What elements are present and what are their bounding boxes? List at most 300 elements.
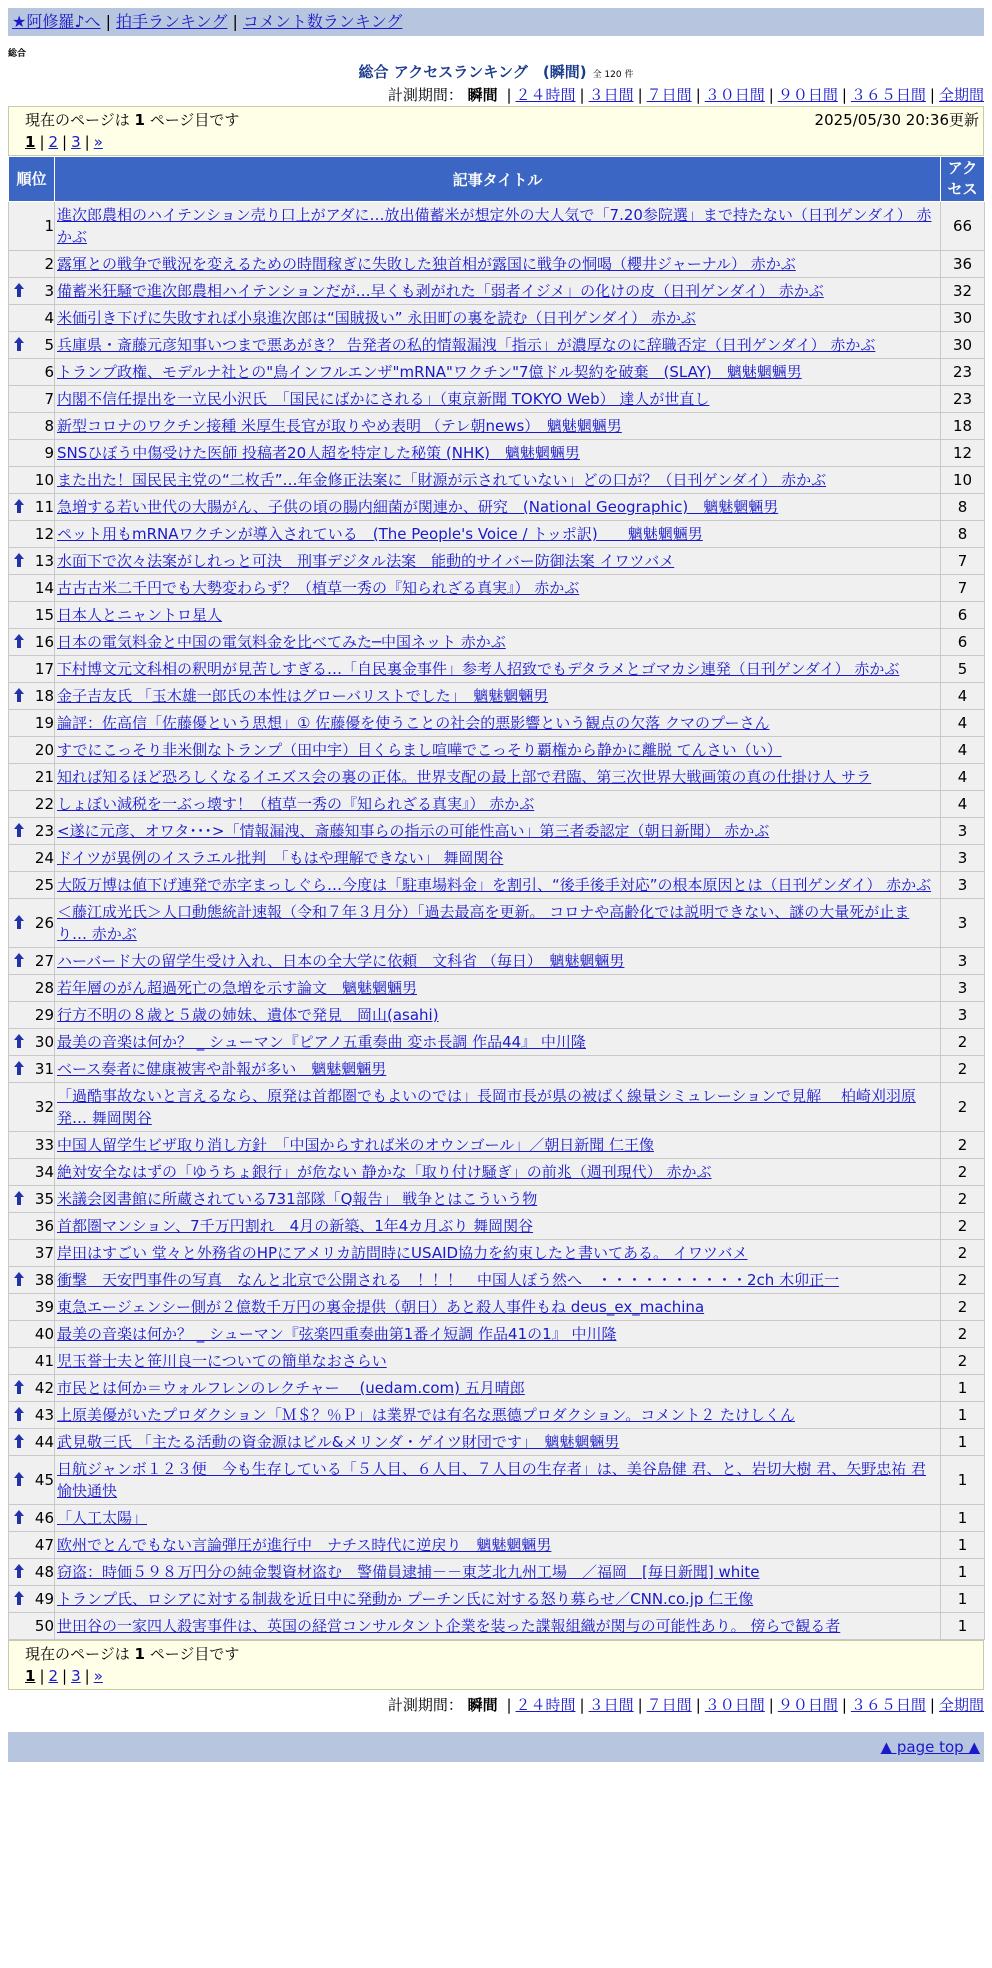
- rank-cell: [9, 791, 55, 818]
- title-cell: [55, 764, 941, 791]
- article-title-link[interactable]: 進次郎農相のハイテンション売り口上がアダに…放出備蓄米が想定外の大人気で「7.20参院選」まで持たない（日刊ゲンダイ） 赤かぶ: [57, 206, 932, 246]
- access-count: 3: [941, 1002, 985, 1029]
- period-separator: |: [637, 1696, 643, 1714]
- rank-number: 38: [34, 1271, 54, 1289]
- article-title-link[interactable]: 日航ジャンボ１２３便 今も生存している「５人目、６人目、７人目の生存者」は、美谷島健 君、と、岩切大樹 君、矢野忠祐 君 愉快通快: [57, 1460, 927, 1500]
- rank-cell: [9, 359, 55, 386]
- applause-ranking-link[interactable]: 拍手ランキング: [115, 12, 228, 31]
- table-row: [9, 710, 985, 737]
- table-row: [9, 1294, 985, 1321]
- article-title-link[interactable]: 衝撃 天安門事件の写真 なんと北京で公開される ！！！ 中国人ぼう然へ ・・・・・・・・・・2ch 木卯正一: [57, 1271, 840, 1289]
- article-title-link[interactable]: 米価引き下げに失敗すれば小泉進次郎は“国賊扱い” 永田町の裏を読む（日刊ゲンダイ） 赤かぶ: [57, 309, 696, 327]
- header-title: 記事タイトル: [55, 157, 941, 202]
- article-title-link[interactable]: 下村博文元文科相の釈明が見苦しすぎる…「自民裏金事件」参考人招致でもデタラメとゴマカシ連発（日刊ゲンダイ） 赤かぶ: [57, 660, 900, 678]
- period-link-1[interactable]: ２４時間: [515, 86, 576, 104]
- rank-cell: [9, 1029, 55, 1056]
- article-title-link[interactable]: ＜藤江成光氏＞人口動態統計速報（令和７年３月分）「過去最高を更新。 コロナや高齢化では説明できない、謎の大量死が止まり… 赤かぶ: [57, 903, 910, 943]
- rank-cell: [9, 386, 55, 413]
- table-row: [9, 1613, 985, 1640]
- rank-cell: [9, 1159, 55, 1186]
- article-title-link[interactable]: 窃盗：時価５９８万円分の純金製資材盗む 警備員逮捕－－東芝北九州工場 ／福岡 [毎日新聞] white: [57, 1563, 760, 1581]
- article-title-link[interactable]: 上原美優がいたプロダクション「Ｍ＄？％Ｐ」は業界では有名な悪德プロダクション。コメント２ たけしくん: [57, 1406, 795, 1424]
- page-status-number: 1: [134, 111, 145, 129]
- article-title-link[interactable]: 東急エージェンシー側が２億数千万円の裏金提供（朝日）あと殺人事件もね deus_ex_machina: [57, 1298, 705, 1316]
- rank-number: 37: [34, 1244, 54, 1262]
- rank-up-arrow-icon: [13, 952, 25, 968]
- table-row: [9, 602, 985, 629]
- rank-cell: [9, 521, 55, 548]
- access-count: 2: [941, 1267, 985, 1294]
- access-count: 7: [941, 575, 985, 602]
- access-count: 7: [941, 548, 985, 575]
- rank-up-arrow-icon: [13, 1271, 25, 1287]
- rank-cell: [9, 1056, 55, 1083]
- header-access: アクセス: [941, 157, 985, 202]
- title-cell: [55, 1029, 941, 1056]
- article-title-link[interactable]: 知れば知るほど恐ろしくなるイエズス会の裏の正体。世界支配の最上部で君臨、第三次世界大戦画策の真の仕掛け人 サラ: [57, 768, 872, 786]
- table-row: [9, 656, 985, 683]
- title-cell: [55, 1056, 941, 1083]
- page-title: [8, 62, 984, 82]
- title-cell: [55, 683, 941, 710]
- table-row: [9, 683, 985, 710]
- rank-number: 48: [34, 1563, 54, 1581]
- pager-next-link[interactable]: »: [93, 133, 103, 151]
- access-count: 2: [941, 1294, 985, 1321]
- access-count: 4: [941, 683, 985, 710]
- rank-number: 8: [44, 417, 54, 435]
- access-count: 3: [941, 845, 985, 872]
- rank-number: 22: [34, 795, 54, 813]
- rank-number: 24: [34, 849, 54, 867]
- table-row: [9, 305, 985, 332]
- article-title-link[interactable]: 大阪万博は値下げ連発で赤字まっしぐら…今度は「駐車場料金」を割引、“後手後手対応”の根本原因とは（日刊ゲンダイ） 赤かぶ: [57, 876, 932, 894]
- article-title-link[interactable]: また出た！国民民主党の“二枚舌”…年金修正法案に「財源が示されていない」どの口が？（日刊ゲンダイ） 赤かぶ: [57, 471, 827, 489]
- home-link[interactable]: ★阿修羅♪へ: [12, 12, 101, 31]
- rank-number: 28: [34, 979, 54, 997]
- rank-cell: [9, 737, 55, 764]
- period-label: 計測期間：: [387, 1696, 463, 1714]
- rank-number: 43: [34, 1406, 54, 1424]
- table-row: [9, 1321, 985, 1348]
- rank-cell: [9, 1429, 55, 1456]
- rank-number: 3: [44, 282, 54, 300]
- article-title-link[interactable]: 水面下で次々法案がしれっと可決 刑事デジタル法案 能動的サイバー防御法案 イワツバメ: [57, 552, 675, 570]
- rank-number: 9: [44, 444, 54, 462]
- table-row: [9, 629, 985, 656]
- period-separator: |: [768, 86, 774, 104]
- period-separator: |: [695, 86, 701, 104]
- rank-number: 27: [34, 952, 54, 970]
- period-link-2[interactable]: ３日間: [588, 86, 634, 104]
- period-link-3[interactable]: ７日間: [646, 1696, 692, 1714]
- article-title-link[interactable]: 武見敬三氏 「主たる活動の資金源はビル&メリンダ・ゲイツ財団です」 魑魅魍魎男: [57, 1433, 620, 1451]
- rank-number: 46: [34, 1509, 54, 1527]
- title-cell: [55, 975, 941, 1002]
- period-link-7[interactable]: 全期間: [938, 86, 984, 104]
- ranking-table: [8, 156, 985, 1640]
- table-row: [9, 1002, 985, 1029]
- article-title-link[interactable]: 「過酷事故ないと言えるなら、原発は首都圏でもよいのでは」長岡市長が県の被ばく線量シミュレーションで見解 柏崎刈羽原発… 舞岡関谷: [57, 1087, 916, 1127]
- period-selector-bottom: [8, 1694, 984, 1716]
- period-separator: |: [929, 86, 935, 104]
- article-title-link[interactable]: 内閣不信任提出を一立民小沢氏 「国民にばかにされる」（東京新聞 TOKYO Web） 達人が世直し: [57, 390, 710, 408]
- header-rank: 順位: [9, 157, 55, 202]
- title-cell: [55, 710, 941, 737]
- period-separator: |: [841, 1696, 847, 1714]
- title-cell: [55, 629, 941, 656]
- rank-up-arrow-icon: [13, 1563, 25, 1579]
- access-count: 2: [941, 1213, 985, 1240]
- rank-up-arrow-icon: [13, 633, 25, 649]
- title-cell: [55, 1375, 941, 1402]
- rank-number: 17: [34, 660, 54, 678]
- period-link-5[interactable]: ９０日間: [777, 86, 838, 104]
- table-row: [9, 1348, 985, 1375]
- rank-number: 42: [34, 1379, 54, 1397]
- article-title-link[interactable]: トランプ政権、モデルナ社との"鳥インフルエンザ"mRNA"ワクチン"7億ドル契約を破棄 (SLAY) 魑魅魍魎男: [57, 363, 802, 381]
- article-title-link[interactable]: ドイツが異例のイスラエル批判 「もはや理解できない」 舞岡関谷: [57, 849, 504, 867]
- rank-number: 21: [34, 768, 54, 786]
- period-links: [502, 86, 984, 104]
- rank-cell: [9, 764, 55, 791]
- table-row: [9, 1267, 985, 1294]
- period-separator: |: [579, 1696, 585, 1714]
- article-title-link[interactable]: 首都圏マンション、7千万円割れ 4月の新築、1年4カ月ぶり 舞岡関谷: [57, 1217, 534, 1235]
- period-separator: |: [506, 1696, 512, 1714]
- rank-up-arrow-icon: [13, 1471, 25, 1487]
- title-cell: [55, 1321, 941, 1348]
- article-title-link[interactable]: 絶対安全なはずの「ゆうちょ銀行」が危ない 静かな「取り付け騒ぎ」の前兆（週刊現代） 赤かぶ: [57, 1163, 712, 1181]
- table-row: [9, 413, 985, 440]
- pager-page-link[interactable]: 2: [48, 1667, 59, 1685]
- access-count: 2: [941, 1083, 985, 1132]
- pager-page-link[interactable]: 3: [71, 133, 81, 151]
- rank-number: 19: [34, 714, 54, 732]
- rank-number: 2: [44, 255, 54, 273]
- access-count: 3: [941, 872, 985, 899]
- period-selector-top: [8, 84, 984, 106]
- access-count: 3: [941, 818, 985, 845]
- rank-cell: [9, 467, 55, 494]
- ranking-table-body: [9, 202, 985, 1640]
- rank-cell: [9, 494, 55, 521]
- rank-number: 11: [34, 498, 54, 516]
- rank-cell: [9, 440, 55, 467]
- rank-number: 44: [34, 1433, 54, 1451]
- title-cell: [55, 1429, 941, 1456]
- rank-number: 10: [34, 471, 54, 489]
- rank-cell: [9, 1083, 55, 1132]
- article-title-link[interactable]: 米議会図書館に所蔵されている731部隊「Q報告」 戦争とはこういう物: [57, 1190, 538, 1208]
- title-cell: [55, 1132, 941, 1159]
- rank-cell: [9, 656, 55, 683]
- title-cell: [55, 332, 941, 359]
- rank-up-arrow-icon: [13, 1379, 25, 1395]
- rank-up-arrow-icon: [13, 1060, 25, 1076]
- access-count: 2: [941, 1029, 985, 1056]
- table-row: [9, 1186, 985, 1213]
- table-row: [9, 548, 985, 575]
- rank-number: 7: [44, 390, 54, 408]
- access-count: 2: [941, 1186, 985, 1213]
- access-count: 1: [941, 1586, 985, 1613]
- article-title-link[interactable]: 行方不明の８歳と５歳の姉妹、遺体で発見 岡山(asahi): [57, 1006, 439, 1024]
- rank-cell: [9, 1532, 55, 1559]
- pager-current-page[interactable]: 1: [25, 133, 36, 151]
- rank-number: 41: [34, 1352, 54, 1370]
- article-title-link[interactable]: 新型コロナのワクチン接種 米厚生長官が取りやめ表明 （テレ朝news） 魑魅魍魎男: [57, 417, 622, 435]
- access-count: 2: [941, 1132, 985, 1159]
- rank-number: 29: [34, 1006, 54, 1024]
- rank-cell: [9, 1375, 55, 1402]
- access-count: 1: [941, 1429, 985, 1456]
- rank-cell: [9, 332, 55, 359]
- table-row: [9, 494, 985, 521]
- table-row: [9, 575, 985, 602]
- article-title-link[interactable]: 若年層のがん超過死亡の急増を示す論文 魑魅魍魎男: [57, 979, 418, 997]
- rank-up-arrow-icon: [13, 1190, 25, 1206]
- rank-cell: [9, 1559, 55, 1586]
- title-cell: [55, 1402, 941, 1429]
- article-title-link[interactable]: 欧州でとんでもない言論弾圧が進行中 ナチス時代に逆戻り 魑魅魍魎男: [57, 1536, 552, 1554]
- article-title-link[interactable]: 急増する若い世代の大腸がん、子供の頃の腸内細菌が関連か、研究 (National Geographic) 魑魅魍魎男: [57, 498, 779, 516]
- rank-number: 15: [34, 606, 54, 624]
- access-count: 36: [941, 251, 985, 278]
- article-title-link[interactable]: 岸田はすごい 堂々と外務省のHPにアメリカ訪問時にUSAID協力を約束したと書いてある。 イワツバメ: [57, 1244, 748, 1262]
- article-title-link[interactable]: しょぼい減税を一ぶっ壊す！（植草一秀の『知られざる真実』） 赤かぶ: [57, 795, 535, 813]
- page-status-suffix: ページ目です: [149, 111, 240, 129]
- table-row: [9, 202, 985, 251]
- article-title-link[interactable]: 露軍との戦争で戦況を変えるための時間稼ぎに失敗した独首相が露国に戦争の恫喝（櫻井ジャーナル） 赤かぶ: [57, 255, 796, 273]
- comment-ranking-link[interactable]: コメント数ランキング: [242, 12, 403, 31]
- access-count: 6: [941, 602, 985, 629]
- rank-cell: [9, 1267, 55, 1294]
- table-row: [9, 1159, 985, 1186]
- period-link-1[interactable]: ２４時間: [515, 1696, 576, 1714]
- rank-number: 33: [34, 1136, 54, 1154]
- rank-cell: [9, 845, 55, 872]
- article-title-link[interactable]: 中国人留学生ビザ取り消し方針 「中国からすれば米のオウンゴール」／朝日新聞 仁王像: [57, 1136, 654, 1154]
- access-count: 3: [941, 948, 985, 975]
- table-row: [9, 359, 985, 386]
- title-cell: [55, 202, 941, 251]
- period-separator: |: [841, 86, 847, 104]
- table-row: [9, 1429, 985, 1456]
- rank-cell: [9, 948, 55, 975]
- rank-number: 5: [44, 336, 54, 354]
- rank-cell: [9, 975, 55, 1002]
- period-link-3[interactable]: ７日間: [646, 86, 692, 104]
- rank-cell: [9, 1132, 55, 1159]
- title-cell: [55, 440, 941, 467]
- access-count: 8: [941, 494, 985, 521]
- period-link-7[interactable]: 全期間: [938, 1696, 984, 1714]
- rank-number: 39: [34, 1298, 54, 1316]
- table-row: [9, 1456, 985, 1505]
- rank-cell: [9, 1348, 55, 1375]
- article-title-link[interactable]: すでにこっそり非米側なトランプ（田中宇）目くらまし喧嘩でこっそり覇権から静かに離脱 てんさい（い）: [57, 741, 782, 759]
- table-row: [9, 1532, 985, 1559]
- category-label: 総合: [8, 49, 27, 59]
- article-title-link[interactable]: 兵庫県・斎藤元彦知事いつまで悪あがき？ 告発者の私的情報漏洩「指示」が濃厚なのに辞職否定（日刊ゲンダイ） 赤かぶ: [57, 336, 876, 354]
- rank-cell: [9, 1213, 55, 1240]
- access-count: 30: [941, 332, 985, 359]
- access-count: 32: [941, 278, 985, 305]
- table-row: [9, 1505, 985, 1532]
- period-separator: |: [637, 86, 643, 104]
- rank-number: 16: [34, 633, 54, 651]
- access-count: 1: [941, 1559, 985, 1586]
- access-count: 2: [941, 1321, 985, 1348]
- article-title-link[interactable]: トランプ氏、ロシアに対する制裁を近日中に発動か プーチン氏に対する怒り募らせ／CNN.co.jp 仁王像: [57, 1590, 754, 1608]
- title-cell: [55, 948, 941, 975]
- rank-cell: [9, 872, 55, 899]
- article-title-link[interactable]: 古古古米二千円でも大勢変わらず？（植草一秀の『知られざる真実』） 赤かぶ: [57, 579, 580, 597]
- rank-cell: [9, 548, 55, 575]
- article-title-link[interactable]: 日本の電気料金と中国の電気料金を比べてみた─中国ネット 赤かぶ: [57, 633, 506, 651]
- page-status-prefix: 現在のページは: [25, 1645, 130, 1663]
- access-count: 1: [941, 1613, 985, 1640]
- rank-up-arrow-icon: [13, 687, 25, 703]
- rank-cell: [9, 278, 55, 305]
- period-link-4[interactable]: ３０日間: [704, 1696, 765, 1714]
- period-separator: |: [695, 1696, 701, 1714]
- article-title-link[interactable]: SNSひぼう中傷受けた医師 投稿者20人超を特定した秘策 (NHK) 魑魅魍魎男: [57, 444, 580, 462]
- table-row: [9, 872, 985, 899]
- period-link-6[interactable]: ３６５日間: [850, 1696, 926, 1714]
- access-count: 6: [941, 629, 985, 656]
- access-count: 3: [941, 899, 985, 948]
- article-title-link[interactable]: 児玉誉士夫と笹川良一についての簡単なおさらい: [57, 1352, 387, 1370]
- rank-number: 23: [34, 822, 54, 840]
- access-count: 10: [941, 467, 985, 494]
- table-row: [9, 764, 985, 791]
- article-title-link[interactable]: 「人工太陽」: [57, 1509, 148, 1527]
- rank-number: 26: [34, 914, 54, 932]
- access-count: 5: [941, 656, 985, 683]
- access-count: 2: [941, 1159, 985, 1186]
- table-row: [9, 818, 985, 845]
- rank-number: 40: [34, 1325, 54, 1343]
- period-link-4[interactable]: ３０日間: [704, 86, 765, 104]
- title-cell: [55, 251, 941, 278]
- article-title-link[interactable]: 論評：佐高信「佐藤優という思想」① 佐藤優を使うことの社会的悪影響という観点の欠落 クマのプーさん: [57, 714, 770, 732]
- title-cell: [55, 494, 941, 521]
- pager-links-bottom: [25, 1665, 979, 1687]
- page-status: [25, 1643, 239, 1665]
- rank-number: 47: [34, 1536, 54, 1554]
- article-title-link[interactable]: 最美の音楽は何か？ _ シューマン『ピアノ五重奏曲 変ホ長調 作品44』 中川隆: [57, 1033, 586, 1051]
- article-title-link[interactable]: 金子吉友氏 「玉木雄一郎氏の本性はグローバリストでした」 魑魅魍魎男: [57, 687, 549, 705]
- title-cell: [55, 1240, 941, 1267]
- rank-cell: [9, 202, 55, 251]
- rank-cell: [9, 710, 55, 737]
- page-title-text: 総合 アクセスランキング (瞬間): [358, 63, 587, 81]
- title-cell: [55, 386, 941, 413]
- period-link-6[interactable]: ３６５日間: [850, 86, 926, 104]
- rank-number: 12: [34, 525, 54, 543]
- pager-current-page[interactable]: 1: [25, 1667, 36, 1685]
- title-cell: [55, 521, 941, 548]
- rank-number: 20: [34, 741, 54, 759]
- article-title-link[interactable]: 日本人とニャントロ星人: [57, 606, 223, 624]
- article-title-link[interactable]: ペット用もmRNAワクチンが導入されている (The People's Voice / トッポ訳) 魑魅魍魎男: [57, 525, 703, 543]
- access-count: 1: [941, 1505, 985, 1532]
- article-title-link[interactable]: ベース奏者に健康被害や訃報が多い 魑魅魍魎男: [57, 1060, 387, 1078]
- title-cell: [55, 1505, 941, 1532]
- title-cell: [55, 1294, 941, 1321]
- article-title-link[interactable]: 市民とは何か＝ウォルフレンのレクチャー (uedam.com) 五月晴郎: [57, 1379, 525, 1397]
- nav-separator: |: [232, 12, 238, 31]
- rank-up-arrow-icon: [13, 498, 25, 514]
- table-row: [9, 1132, 985, 1159]
- rank-cell: [9, 1586, 55, 1613]
- page-top-link[interactable]: ▲ page top ▲: [880, 1738, 980, 1756]
- table-row: [9, 1240, 985, 1267]
- rank-number: 6: [44, 363, 54, 381]
- table-row: [9, 332, 985, 359]
- period-separator: |: [506, 86, 512, 104]
- title-cell: [55, 1586, 941, 1613]
- table-row: [9, 386, 985, 413]
- access-count: 4: [941, 791, 985, 818]
- title-cell: [55, 1348, 941, 1375]
- pager-page-link[interactable]: 3: [71, 1667, 81, 1685]
- period-link-2[interactable]: ３日間: [588, 1696, 634, 1714]
- access-count: 4: [941, 737, 985, 764]
- pager-page-link[interactable]: 2: [48, 133, 59, 151]
- table-row: [9, 737, 985, 764]
- pager-links-top: [25, 131, 979, 153]
- rank-cell: [9, 1456, 55, 1505]
- access-count: 1: [941, 1532, 985, 1559]
- period-link-5[interactable]: ９０日間: [777, 1696, 838, 1714]
- rank-cell: [9, 413, 55, 440]
- title-cell: [55, 1213, 941, 1240]
- article-title-link[interactable]: <遂に元彦、オワタ･･･>「情報漏洩、斎藤知事らの指示の可能性高い」第三者委認定（朝日新聞） 赤かぶ: [57, 822, 770, 840]
- rank-cell: [9, 818, 55, 845]
- top-navigation-bar: [8, 8, 984, 36]
- total-count: 全 120 件: [592, 70, 634, 80]
- access-count: 12: [941, 440, 985, 467]
- rank-cell: [9, 1186, 55, 1213]
- article-title-link[interactable]: ハーバード大の留学生受け入れ、日本の全大学に依頼 文科省 （毎日） 魑魅魍魎男: [57, 952, 625, 970]
- rank-cell: [9, 602, 55, 629]
- article-title-link[interactable]: 最美の音楽は何か？ _ シューマン『弦楽四重奏曲第1番イ短調 作品41の1』 中川隆: [57, 1325, 617, 1343]
- rank-cell: [9, 683, 55, 710]
- rank-up-arrow-icon: [13, 822, 25, 838]
- article-title-link[interactable]: 世田谷の一家四人殺害事件は、英国の経営コンサルタント企業を装った諜報組織が関与の可能性あり。 傍らで観る者: [57, 1617, 841, 1635]
- rank-cell: [9, 1613, 55, 1640]
- rank-cell: [9, 899, 55, 948]
- rank-cell: [9, 575, 55, 602]
- rank-up-arrow-icon: [13, 1590, 25, 1606]
- access-count: 2: [941, 1240, 985, 1267]
- rank-up-arrow-icon: [13, 282, 25, 298]
- pager-next-link[interactable]: »: [93, 1667, 103, 1685]
- table-row: [9, 440, 985, 467]
- title-cell: [55, 872, 941, 899]
- rank-cell: [9, 1321, 55, 1348]
- title-cell: [55, 1159, 941, 1186]
- title-cell: [55, 845, 941, 872]
- article-title-link[interactable]: 備蓄米狂騒で進次郎農相ハイテンションだが…早くも剥がれた「弱者イジメ」の化けの皮（日刊ゲンダイ） 赤かぶ: [57, 282, 824, 300]
- title-cell: [55, 1002, 941, 1029]
- rank-number: 49: [34, 1590, 54, 1608]
- rank-up-arrow-icon: [13, 552, 25, 568]
- page-status-prefix: 現在のページは: [25, 111, 130, 129]
